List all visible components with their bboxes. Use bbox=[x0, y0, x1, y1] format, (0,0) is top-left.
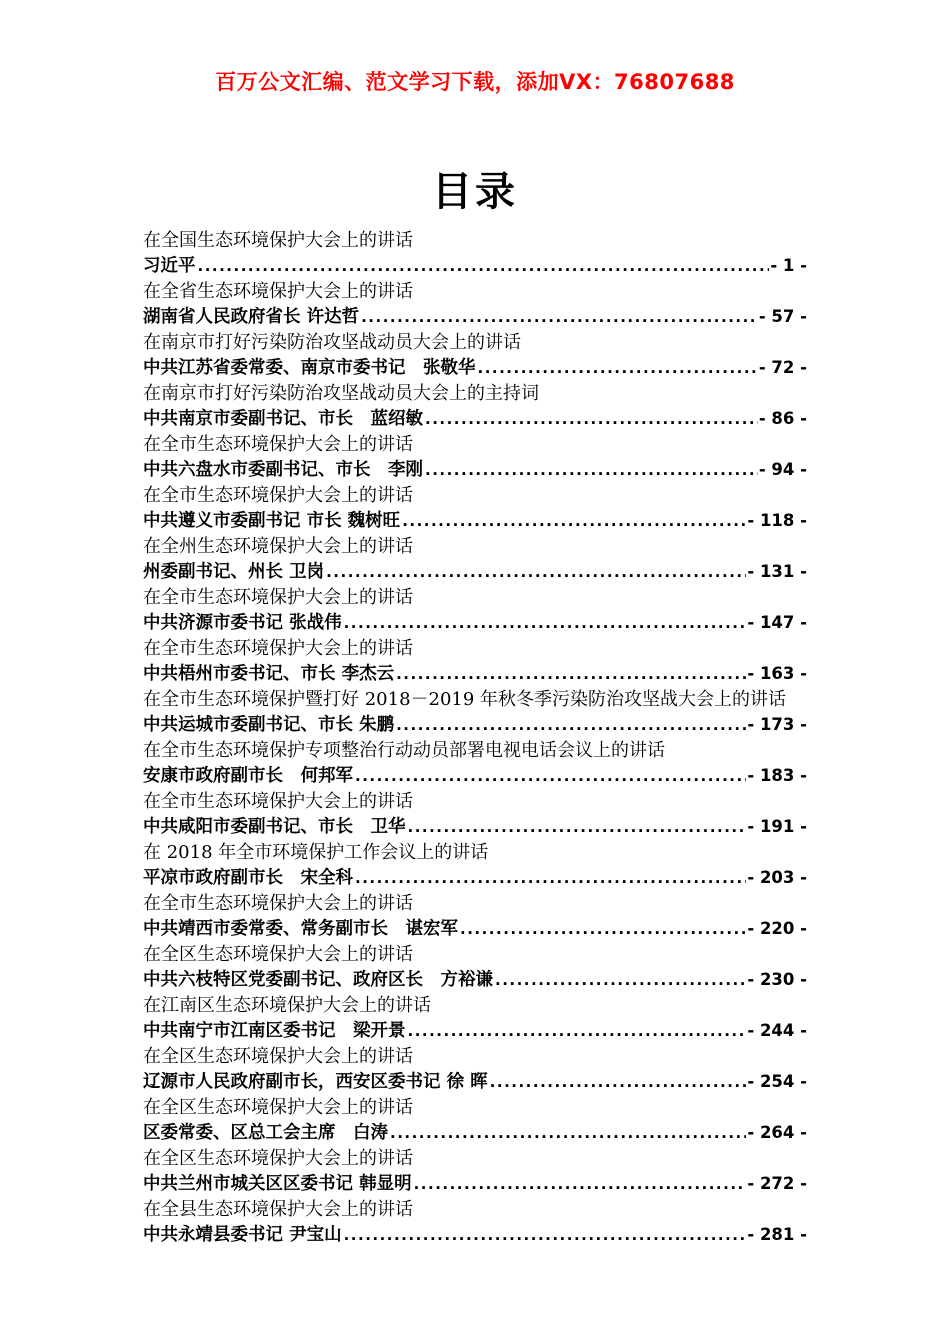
dot-leader bbox=[408, 815, 747, 840]
toc-entry-page-number: - 203 - bbox=[747, 868, 807, 887]
dot-leader bbox=[396, 662, 746, 687]
toc-entry-name: 安康市政府副市长 何邦军 bbox=[143, 766, 353, 786]
toc-entry-subtitle: 在全市生态环境保护大会上的讲话 bbox=[143, 587, 413, 608]
toc-entry-subtitle: 在江南区生态环境保护大会上的讲话 bbox=[143, 995, 431, 1016]
toc-entry-name: 中共梧州市委书记、市长 李杰云 bbox=[143, 664, 395, 684]
toc-entry bbox=[143, 381, 807, 432]
toc-entry-subtitle: 在全省生态环境保护大会上的讲话 bbox=[143, 281, 413, 302]
toc-entry bbox=[143, 687, 807, 738]
toc-entry bbox=[143, 1197, 807, 1248]
dot-leader bbox=[326, 560, 746, 585]
toc-entry-name: 湖南省人民政府省长 许达哲 bbox=[143, 307, 360, 327]
toc-entry-subtitle: 在全区生态环境保护大会上的讲话 bbox=[143, 1148, 413, 1169]
toc-entry-name-line bbox=[143, 559, 807, 585]
toc-entry-name: 中共靖西市委常委、常务副市长 谌宏军 bbox=[143, 919, 458, 939]
dot-leader bbox=[390, 1121, 746, 1146]
toc-entry-name-line bbox=[143, 865, 807, 891]
toc-entry-name: 中共济源市委书记 张战伟 bbox=[143, 613, 342, 633]
toc-entry bbox=[143, 228, 807, 279]
dot-leader bbox=[344, 1223, 747, 1248]
toc-entry-page-number: - 254 - bbox=[747, 1072, 807, 1091]
toc-entry-name-line bbox=[143, 1222, 807, 1248]
toc-entry bbox=[143, 789, 807, 840]
toc-entry-subtitle: 在全市生态环境保护大会上的讲话 bbox=[143, 638, 413, 659]
toc-entry bbox=[143, 1044, 807, 1095]
toc-entry-subtitle: 在全市生态环境保护专项整治行动动员部署电视电话会议上的讲话 bbox=[143, 740, 665, 761]
toc-entry-page-number: - 244 - bbox=[747, 1021, 807, 1040]
dot-leader bbox=[396, 713, 746, 738]
dot-leader bbox=[490, 1070, 747, 1095]
toc-entry bbox=[143, 1095, 807, 1146]
toc-entry-page-number: - 147 - bbox=[747, 613, 807, 632]
toc-entry bbox=[143, 738, 807, 789]
dot-leader bbox=[344, 611, 747, 636]
toc-entry-name-line bbox=[143, 1069, 807, 1095]
toc-entry-page-number: - 191 - bbox=[747, 817, 807, 836]
toc-entry-name-line bbox=[143, 967, 807, 993]
toc-entry-name-line bbox=[143, 457, 807, 483]
toc-entry-name-line bbox=[143, 763, 807, 789]
toc-entry-subtitle: 在全州生态环境保护大会上的讲话 bbox=[143, 536, 413, 557]
toc-entry-page-number: - 118 - bbox=[747, 511, 807, 530]
toc-entry-page-number: - 281 - bbox=[747, 1225, 807, 1244]
toc-entry-subtitle: 在全国生态环境保护大会上的讲话 bbox=[143, 230, 413, 251]
toc-entry bbox=[143, 891, 807, 942]
toc-entry-name-line bbox=[143, 508, 807, 534]
toc-entry-name: 区委常委、区总工会主席 白涛 bbox=[143, 1123, 388, 1143]
toc-entry-name: 中共遵义市委副书记 市长 魏树旺 bbox=[143, 511, 401, 531]
toc-entry-page-number: - 72 - bbox=[758, 358, 807, 377]
toc-entry bbox=[143, 942, 807, 993]
toc-entry-name-line bbox=[143, 406, 807, 432]
toc-entry-page-number: - 57 - bbox=[758, 307, 807, 326]
toc-entry bbox=[143, 432, 807, 483]
toc-entry-page-number: - 1 - bbox=[770, 256, 807, 275]
toc-entry-page-number: - 220 - bbox=[747, 919, 807, 938]
toc-entry-name-line bbox=[143, 355, 807, 381]
toc-entry-name: 辽源市人民政府副市长，西安区委书记 徐 晖 bbox=[143, 1072, 488, 1092]
toc-entry bbox=[143, 840, 807, 891]
toc-entry-name: 中共南京市委副书记、市长 蓝绍敏 bbox=[143, 409, 423, 429]
toc-entry-page-number: - 94 - bbox=[758, 460, 807, 479]
toc-entry-name-line bbox=[143, 1120, 807, 1146]
dot-leader bbox=[408, 1019, 747, 1044]
toc-entry-name: 中共六枝特区党委副书记、政府区长 方裕谦 bbox=[143, 970, 493, 990]
toc-entry-name-line bbox=[143, 304, 807, 330]
toc-entry-name: 中共六盘水市委副书记、市长 李刚 bbox=[143, 460, 423, 480]
toc-entry-name-line bbox=[143, 253, 807, 279]
toc-entry-subtitle: 在全市生态环境保护大会上的讲话 bbox=[143, 791, 413, 812]
toc-entry-name-line bbox=[143, 610, 807, 636]
dot-leader bbox=[361, 305, 758, 330]
toc-entry-name: 习近平 bbox=[143, 256, 196, 276]
toc-entry-page-number: - 163 - bbox=[747, 664, 807, 683]
toc-entry-name-line bbox=[143, 712, 807, 738]
toc-entry-subtitle: 在 2018 年全市环境保护工作会议上的讲话 bbox=[143, 842, 489, 863]
toc-entry bbox=[143, 993, 807, 1044]
dot-leader bbox=[425, 407, 758, 432]
toc-entry-name-line bbox=[143, 1171, 807, 1197]
toc-entry-subtitle: 在全市生态环境保护大会上的讲话 bbox=[143, 434, 413, 455]
toc-entry-page-number: - 173 - bbox=[747, 715, 807, 734]
dot-leader bbox=[414, 1172, 747, 1197]
dot-leader bbox=[495, 968, 746, 993]
toc-entry-subtitle: 在全县生态环境保护大会上的讲话 bbox=[143, 1199, 413, 1220]
toc-entry-name: 中共永靖县委书记 尹宝山 bbox=[143, 1225, 342, 1245]
toc-entry-page-number: - 264 - bbox=[747, 1123, 807, 1142]
dot-leader bbox=[355, 866, 746, 891]
toc-entry-page-number: - 183 - bbox=[747, 766, 807, 785]
toc-entry-name: 中共南宁市江南区委书记 梁开景 bbox=[143, 1021, 406, 1041]
dot-leader bbox=[425, 458, 758, 483]
toc-entry-name: 中共运城市委副书记、市长 朱鹏 bbox=[143, 715, 395, 735]
toc-entry-name: 平凉市政府副市长 宋全科 bbox=[143, 868, 353, 888]
toc-entry-name: 中共兰州市城关区区委书记 韩显明 bbox=[143, 1174, 412, 1194]
dot-leader bbox=[460, 917, 746, 942]
toc-entry bbox=[143, 534, 807, 585]
toc-entry-subtitle: 在全区生态环境保护大会上的讲话 bbox=[143, 1097, 413, 1118]
toc-entry-page-number: - 272 - bbox=[747, 1174, 807, 1193]
dot-leader bbox=[355, 764, 746, 789]
toc-entry-subtitle: 在全区生态环境保护大会上的讲话 bbox=[143, 1046, 413, 1067]
toc-entry-name-line bbox=[143, 661, 807, 687]
toc-entry bbox=[143, 1146, 807, 1197]
toc-entry bbox=[143, 636, 807, 687]
toc-entry bbox=[143, 279, 807, 330]
toc-entry-name: 中共江苏省委常委、南京市委书记 张敬华 bbox=[143, 358, 476, 378]
toc-entry-name: 中共咸阳市委副书记、市长 卫华 bbox=[143, 817, 406, 837]
dot-leader bbox=[402, 509, 746, 534]
promo-header-notice: 百万公文汇编、范文学习下载，添加VX：76807688 bbox=[215, 70, 735, 94]
toc-entry-name-line bbox=[143, 814, 807, 840]
toc-entry-subtitle: 在南京市打好污染防治攻坚战动员大会上的主持词 bbox=[143, 383, 539, 404]
toc-entry-page-number: - 131 - bbox=[747, 562, 807, 581]
dot-leader bbox=[198, 254, 770, 279]
toc-entry-subtitle: 在全市生态环境保护暨打好 2018－2019 年秋冬季污染防治攻坚战大会上的讲话 bbox=[143, 689, 787, 710]
toc-entry-name-line bbox=[143, 916, 807, 942]
toc-entry-subtitle: 在南京市打好污染防治攻坚战动员大会上的讲话 bbox=[143, 332, 521, 353]
toc-list bbox=[143, 228, 807, 1248]
dot-leader bbox=[478, 356, 758, 381]
toc-entry-page-number: - 86 - bbox=[758, 409, 807, 428]
toc-entry bbox=[143, 585, 807, 636]
toc-entry bbox=[143, 483, 807, 534]
toc-entry bbox=[143, 330, 807, 381]
toc-entry-subtitle: 在全区生态环境保护大会上的讲话 bbox=[143, 944, 413, 965]
toc-entry-name: 州委副书记、州长 卫岗 bbox=[143, 562, 325, 582]
toc-entry-subtitle: 在全市生态环境保护大会上的讲话 bbox=[143, 893, 413, 914]
toc-entry-page-number: - 230 - bbox=[747, 970, 807, 989]
page-title: 目录 bbox=[432, 169, 518, 215]
toc-entry-subtitle: 在全市生态环境保护大会上的讲话 bbox=[143, 485, 413, 506]
toc-entry-name-line bbox=[143, 1018, 807, 1044]
